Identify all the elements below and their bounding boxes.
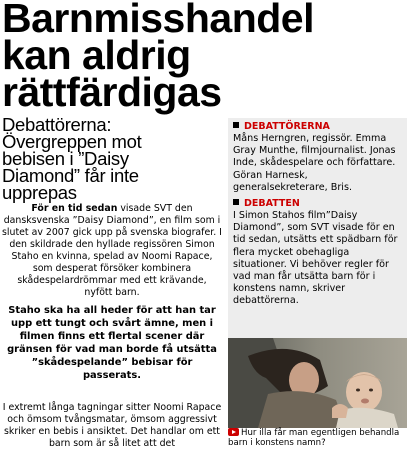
photo-caption[interactable] (228, 428, 413, 448)
article-photo[interactable] (228, 338, 407, 428)
fact-box-label-debatten (233, 197, 403, 210)
fact-box-label-debattorerna (233, 120, 403, 133)
article-paragraph-3: I extremt långa tagningar sitter Noomi Rapace och ömsom tvångsmatar, ömsom aggressivt skriker en bebis i ansiktet. Det handlar om ett barn som är så litet att det (2, 402, 222, 449)
headline (2, 0, 413, 115)
bullet-square-icon (233, 122, 239, 128)
subheading-line-2: Övergreppen mot (2, 131, 142, 152)
paragraph-lead: För en tid sedan (31, 203, 118, 214)
play-video-icon[interactable] (228, 428, 239, 436)
subheading-line-1: Debattörerna: (2, 114, 112, 135)
fact-box-authors: Måns Herngren, regissör. Emma Gray Munthe, filmjournalist. Jonas Inde, skådespelare och författare. Göran Harnesk, generalsekreterare, Bris. (233, 133, 396, 193)
headline-line-2: kan aldrig (2, 32, 191, 78)
subheading (2, 116, 222, 201)
article-column (2, 116, 222, 450)
article-paragraph-2: Staho ska ha all heder för att han tar upp ett tungt och svårt ämne, men i filmen finns ett flertal scener där gränsen för vad man borde få utsätta ”skådespelande” bebisar för passerats. (7, 305, 217, 381)
fact-box (228, 118, 407, 340)
headline-line-3: rättfärdigas (2, 69, 222, 115)
fact-box-label-2-text: DEBATTEN (244, 198, 300, 210)
subheading-line-5: upprepas (2, 182, 77, 203)
article-paragraph-1 (2, 203, 222, 299)
caption-text: Hur illa får man egentligen behandla barn i konstens namn? (228, 428, 400, 448)
headline-line-1: Barnmisshandel (2, 0, 314, 41)
subheading-line-4: Diamond” får inte (2, 165, 139, 186)
paragraph-1-text: visade SVT den dansksvenska ”Daisy Diamond”, en film som i slutet av 2007 gick upp på svenska biografer. I den skildrade den hyllade regissören Simon Staho en kvinna, spelad av Noomi Rapace, som desperat försöker kombinera skådespelardrömmar med ett krävande, nyfött barn. (2, 203, 222, 298)
subheading-line-3: bebisen i ”Daisy (2, 148, 129, 169)
fact-box-summary: I Simon Stahos film”Daisy Diamond”, som SVT visade för en tid sedan, utsätts ett spädbarn för flera mycket obehagliga situationer. Vi behöver regler för vad man får utsätta barn för i konstens namn, skriver debattörerna. (233, 210, 398, 307)
photo-woman-with-baby (228, 338, 407, 428)
bullet-square-icon (233, 199, 239, 205)
fact-box-label-1-text: DEBATTÖRERNA (244, 121, 330, 132)
